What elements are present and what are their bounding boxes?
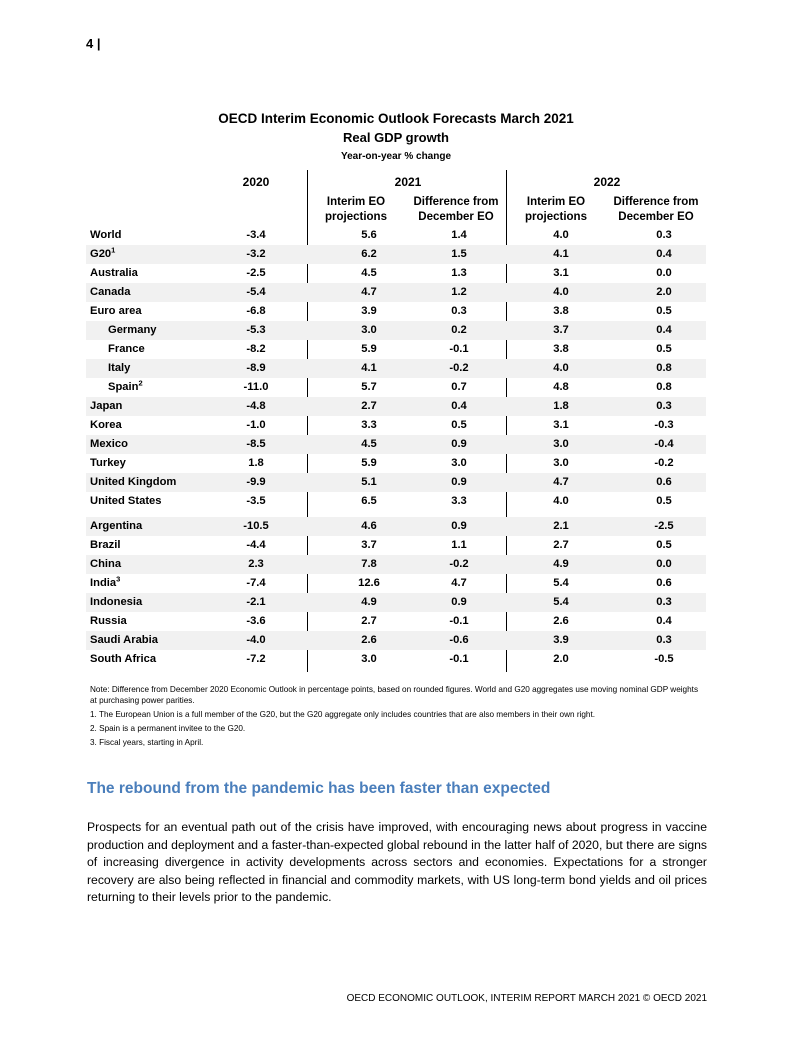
table-cell: 0.3: [656, 229, 672, 241]
table-cell: -6.8: [246, 305, 266, 317]
table-row: [86, 340, 706, 359]
page-footer: OECD ECONOMIC OUTLOOK, INTERIM REPORT MARCH 2021 © OECD 2021: [346, 993, 707, 1004]
table-row: [86, 631, 706, 650]
table-cell: 0.5: [656, 539, 672, 551]
table-cell: 3.3: [361, 419, 377, 431]
table-cell: 1.8: [553, 400, 569, 412]
subheader-diff-2022: Difference from December EO: [613, 196, 699, 223]
table-cell: -0.2: [449, 362, 469, 374]
table-cell: 0.6: [656, 577, 672, 589]
table-cell: 0.5: [451, 419, 467, 431]
table-cell: 3.3: [451, 495, 467, 507]
table-cell: -11.0: [243, 381, 269, 393]
table-cell: 4.1: [553, 248, 569, 260]
row-label: Spain$^2$: [108, 378, 143, 393]
row-label: Mexico: [90, 438, 128, 450]
year-header-2021: 2021: [394, 175, 422, 189]
year-header-2022: 2022: [593, 175, 621, 189]
table-cell: 0.4: [451, 400, 467, 412]
table-cell: -0.1: [449, 653, 469, 665]
table-cell: -4.8: [246, 400, 266, 412]
table-cell: -3.4: [246, 229, 266, 241]
row-label: Argentina: [90, 520, 143, 532]
footnote-2: 2. Spain is a permanent invitee to the G20.: [90, 724, 246, 733]
table-cell: -2.1: [246, 596, 266, 608]
table-cell: 1.4: [451, 229, 467, 241]
table-cell: 1.1: [451, 539, 467, 551]
table-cell: -3.5: [246, 495, 266, 507]
table-cell: 3.7: [553, 324, 569, 336]
row-label: Saudi Arabia: [90, 634, 158, 646]
table-row: [86, 492, 706, 511]
table-cell: 2.6: [553, 615, 569, 627]
row-label: Italy: [108, 362, 131, 374]
page-number: 4 |: [86, 36, 101, 51]
table-row: [86, 473, 706, 492]
table-unit: Year-on-year % change: [340, 151, 452, 162]
table-row: [86, 302, 706, 321]
table-row: [86, 226, 706, 245]
body-paragraph: Prospects for an eventual path out of the crisis have improved, with encouraging news about progress in vaccine production and deployment and a faster-than-expected global rebound in the latter half of 2020, but there are signs of increasing divergence in activity developments across sectors and economies. Expectations for a stronger recovery are also being reflected in financial and commodity markets, with US long-term bond yields and oil prices returning to their levels prior to the pandemic.: [87, 820, 707, 904]
table-cell: 0.4: [656, 615, 672, 627]
table-cell: -7.4: [246, 577, 266, 589]
table-cell: 3.9: [361, 305, 377, 317]
table-cell: -8.2: [246, 343, 266, 355]
table-cell: 0.7: [451, 381, 467, 393]
table-cell: 5.9: [361, 457, 377, 469]
table-cell: -0.3: [654, 419, 674, 431]
section-heading: The rebound from the pandemic has been faster than expected: [87, 780, 551, 797]
table-cell: 4.7: [451, 577, 467, 589]
table-cell: 1.3: [451, 267, 467, 279]
table-cell: 3.1: [553, 419, 569, 431]
table-cell: -8.5: [246, 438, 266, 450]
table-cell: 7.8: [361, 558, 377, 570]
table-cell: 3.0: [361, 324, 377, 336]
table-cell: 1.8: [248, 457, 264, 469]
table-cell: 5.1: [361, 476, 377, 488]
table-row: [86, 517, 706, 536]
table-cell: 0.3: [656, 634, 672, 646]
table-row: [86, 264, 706, 283]
table-row: [86, 555, 706, 574]
table-cell: 2.6: [361, 634, 377, 646]
table-cell: 0.0: [656, 558, 672, 570]
row-label: Australia: [90, 267, 138, 279]
table-cell: 4.9: [361, 596, 377, 608]
table-cell: 4.0: [553, 362, 569, 374]
table-row: [86, 454, 706, 473]
table-cell: -2.5: [654, 520, 674, 532]
table-cell: -1.0: [246, 419, 266, 431]
row-label: South Africa: [90, 653, 157, 665]
table-cell: 2.0: [656, 286, 672, 298]
gdp-table: [86, 226, 706, 669]
table-cell: 0.5: [656, 495, 672, 507]
table-cell: -3.2: [246, 248, 266, 260]
table-cell: 0.5: [656, 305, 672, 317]
table-cell: 0.4: [656, 324, 672, 336]
row-label: France: [108, 343, 145, 355]
table-cell: -4.0: [246, 634, 266, 646]
table-cell: 4.9: [553, 558, 569, 570]
table-cell: 2.7: [361, 615, 377, 627]
table-cell: -8.9: [246, 362, 266, 374]
row-label: $G20^1$: [90, 245, 116, 260]
row-label: United Kingdom: [90, 476, 177, 488]
footnote-1: 1. The European Union is a full member of the G20, but the G20 aggregate only includes countries that are also members in their own right.: [90, 710, 596, 719]
table-cell: 5.7: [361, 381, 377, 393]
subheader-diff-2021: Difference from December EO: [413, 196, 499, 223]
row-label: China: [90, 558, 122, 570]
row-label: World: [90, 229, 122, 241]
table-row: [86, 574, 706, 593]
table-row: [86, 359, 706, 378]
table-cell: -0.2: [654, 457, 674, 469]
table-cell: 0.9: [451, 438, 467, 450]
table-cell: 3.8: [553, 343, 569, 355]
table-cell: 0.3: [451, 305, 467, 317]
table-cell: 0.8: [656, 362, 672, 374]
table-cell: 4.1: [361, 362, 377, 374]
table-cell: 5.4: [553, 596, 569, 608]
table-cell: 4.7: [553, 476, 569, 488]
table-cell: 5.9: [361, 343, 377, 355]
footnote-marker: 3: [116, 574, 121, 584]
table-cell: -5.4: [246, 286, 266, 298]
table-cell: -2.5: [246, 267, 266, 279]
footnote-marker: 1: [111, 245, 116, 255]
table-cell: 3.8: [553, 305, 569, 317]
table-cell: 4.0: [553, 229, 569, 241]
table-cell: 5.4: [553, 577, 569, 589]
row-label: Brazil: [90, 539, 121, 551]
table-cell: 3.0: [553, 457, 569, 469]
table-cell: 0.3: [656, 400, 672, 412]
table-cell: 0.0: [656, 267, 672, 279]
table-cell: 4.5: [361, 267, 377, 279]
table-row: [86, 321, 706, 340]
table-cell: 4.6: [361, 520, 377, 532]
row-label: India$^3$: [90, 574, 121, 589]
table-cell: -9.9: [246, 476, 266, 488]
subheader-interim-2022: Interim EO projections: [525, 196, 587, 223]
table-cell: 6.5: [361, 495, 377, 507]
table-row: [86, 536, 706, 555]
table-cell: -0.6: [449, 634, 469, 646]
footnote-3: 3. Fiscal years, starting in April.: [90, 738, 204, 747]
table-title: OECD Interim Economic Outlook Forecasts March 2021: [218, 111, 574, 126]
table-cell: 0.9: [451, 520, 467, 532]
table-cell: 0.3: [656, 596, 672, 608]
row-label: Indonesia: [90, 596, 143, 608]
year-header-2020: 2020: [242, 175, 270, 189]
table-cell: -0.5: [654, 653, 674, 665]
table-row: [86, 593, 706, 612]
table-cell: 4.0: [553, 495, 569, 507]
table-row: [86, 435, 706, 454]
table-cell: -0.2: [449, 558, 469, 570]
row-label: Korea: [90, 419, 122, 431]
table-row: [86, 650, 706, 669]
table-cell: 2.0: [553, 653, 569, 665]
table-cell: 0.9: [451, 476, 467, 488]
table-cell: 4.0: [553, 286, 569, 298]
table-cell: -4.4: [246, 539, 266, 551]
table-note: Note: Difference from December 2020 Economic Outlook in percentage points, based on rounded figures. World and G20 aggregates use moving nominal GDP weights at purchasing power parities.: [90, 685, 699, 705]
footnote-marker: 2: [138, 378, 143, 388]
row-label: Germany: [108, 324, 157, 336]
table-row: [86, 283, 706, 302]
table-cell: -0.4: [654, 438, 674, 450]
table-row: [86, 378, 706, 397]
table-cell: 2.3: [248, 558, 264, 570]
table-cell: 3.0: [451, 457, 467, 469]
table-cell: -5.3: [246, 324, 266, 336]
table-row: [86, 245, 706, 264]
table-cell: 0.4: [656, 248, 672, 260]
row-label: United States: [90, 495, 162, 507]
table-cell: 2.1: [553, 520, 569, 532]
table-cell: -3.6: [246, 615, 266, 627]
row-label: Japan: [90, 400, 123, 412]
row-label: Canada: [90, 286, 131, 298]
row-label: Turkey: [90, 457, 126, 469]
table-row: [86, 416, 706, 435]
table-cell: 2.7: [361, 400, 377, 412]
table-cell: 4.5: [361, 438, 377, 450]
table-cell: 3.1: [553, 267, 569, 279]
table-row: [86, 612, 706, 631]
table-cell: -0.1: [449, 615, 469, 627]
table-cell: 5.6: [361, 229, 377, 241]
table-cell: -0.1: [449, 343, 469, 355]
table-cell: 4.7: [361, 286, 377, 298]
row-label: Russia: [90, 615, 127, 627]
row-label: Euro area: [90, 305, 142, 317]
table-cell: 12.6: [358, 577, 380, 589]
table-cell: 3.0: [553, 438, 569, 450]
table-cell: 1.2: [451, 286, 467, 298]
table-cell: 0.2: [451, 324, 467, 336]
table-cell: 0.6: [656, 476, 672, 488]
table-cell: 3.7: [361, 539, 377, 551]
table-row: [86, 397, 706, 416]
table-cell: 0.9: [451, 596, 467, 608]
table-cell: 1.5: [451, 248, 467, 260]
table-subtitle: Real GDP growth: [343, 130, 449, 145]
table-cell: 0.8: [656, 381, 672, 393]
table-cell: -7.2: [246, 653, 266, 665]
table-cell: 2.7: [553, 539, 569, 551]
table-cell: 4.8: [553, 381, 569, 393]
table-cell: 0.5: [656, 343, 672, 355]
table-cell: 3.9: [553, 634, 569, 646]
subheader-interim-2021: Interim EO projections: [325, 196, 387, 223]
table-cell: 6.2: [361, 248, 377, 260]
table-cell: 3.0: [361, 653, 377, 665]
table-cell: -10.5: [243, 520, 269, 532]
